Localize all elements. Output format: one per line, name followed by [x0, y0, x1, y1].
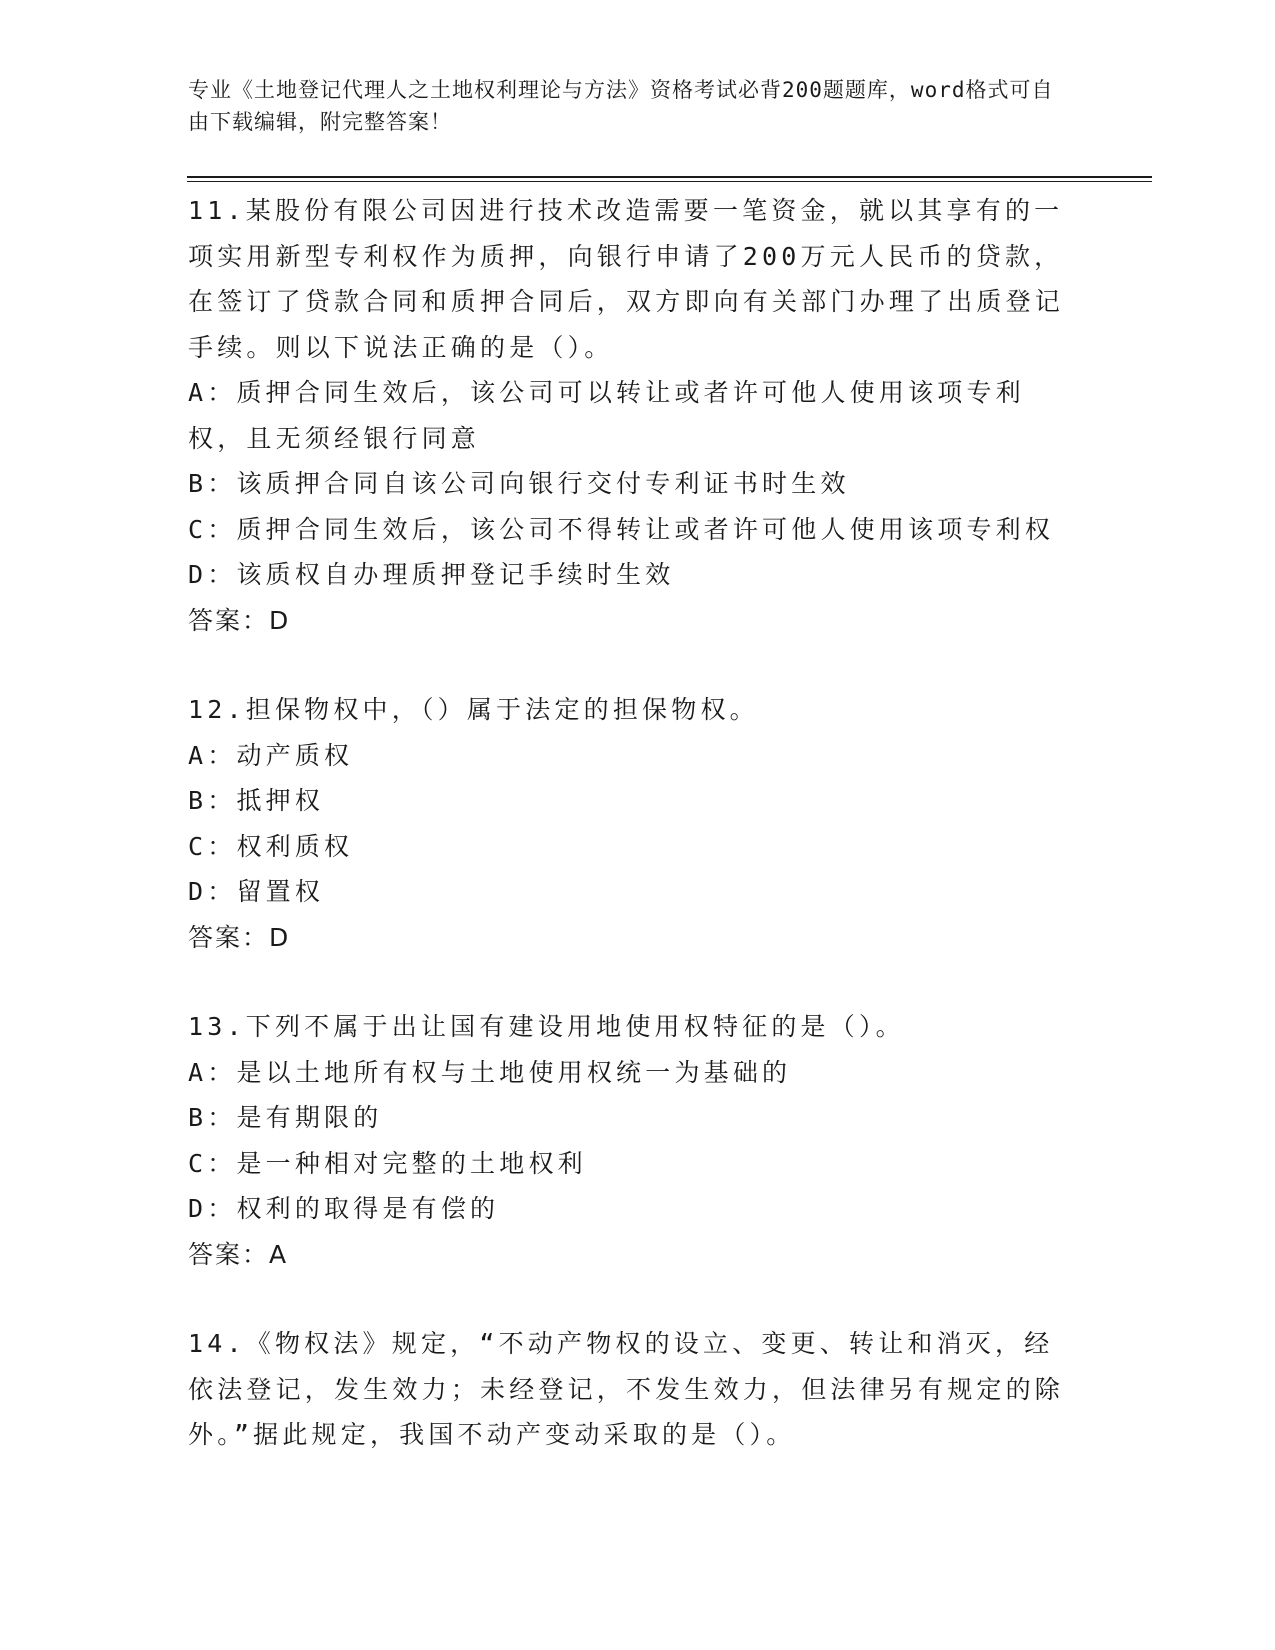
question-stem: 11.某股份有限公司因进行技术改造需要一笔资金，就以其享有的一项实用新型专利权作为质押，向银行申请了200万元人民币的贷款，在签订了贷款合同和质押合同后，双方即向有关部门办理了出质登记手续。则以下说法正确的是（）。	[188, 196, 1065, 362]
option-a: A：质押合同生效后，该公司可以转让或者许可他人使用该项专利权，且无须经银行同意	[188, 378, 1025, 453]
option-b: B：该质押合同自该公司向银行交付专利证书时生效	[188, 469, 850, 498]
answer-text: 答案：A	[188, 1239, 289, 1269]
option-c: C：权利质权	[188, 831, 354, 861]
option-a: A：是以土地所有权与土地使用权统一为基础的	[188, 1057, 792, 1087]
option-c: C：质押合同生效后，该公司不得转让或者许可他人使用该项专利权	[188, 514, 1055, 544]
question-stem: 14.《物权法》规定，“不动产物权的设立、变更、转让和消灭，经依法登记，发生效力；未经登记，不发生效力，但法律另有规定的除外。”据此规定，我国不动产变动采取的是（）。	[188, 1329, 1065, 1449]
answer-text: 答案：D	[188, 922, 291, 952]
option-c: C：是一种相对完整的土地权利	[188, 1148, 587, 1178]
option-d: D：权利的取得是有偿的	[188, 1194, 500, 1223]
question-list	[188, 188, 1078, 1502]
answer-text: 答案：D	[188, 605, 291, 635]
question-stem: 13.下列不属于出让国有建设用地使用权特征的是（）。	[188, 1012, 905, 1041]
question-13	[188, 1004, 1078, 1277]
question-14	[188, 1321, 1078, 1458]
header-divider-thin	[187, 181, 1152, 182]
option-a: A：动产质权	[188, 740, 354, 770]
header-divider-thick	[187, 176, 1152, 178]
document-header	[188, 74, 1068, 138]
question-stem: 12.担保物权中，（）属于法定的担保物权。	[188, 695, 759, 724]
question-12	[188, 687, 1078, 960]
question-11	[188, 188, 1078, 643]
option-b: B：是有期限的	[188, 1103, 383, 1132]
header-title: 专业《土地登记代理人之土地权利理论与方法》资格考试必背200题题库，word格式可自由下载编辑，附完整答案！	[188, 78, 1054, 134]
option-d: D：留置权	[188, 877, 325, 906]
option-d: D：该质权自办理质押登记手续时生效	[188, 560, 675, 589]
option-b: B：抵押权	[188, 786, 325, 815]
